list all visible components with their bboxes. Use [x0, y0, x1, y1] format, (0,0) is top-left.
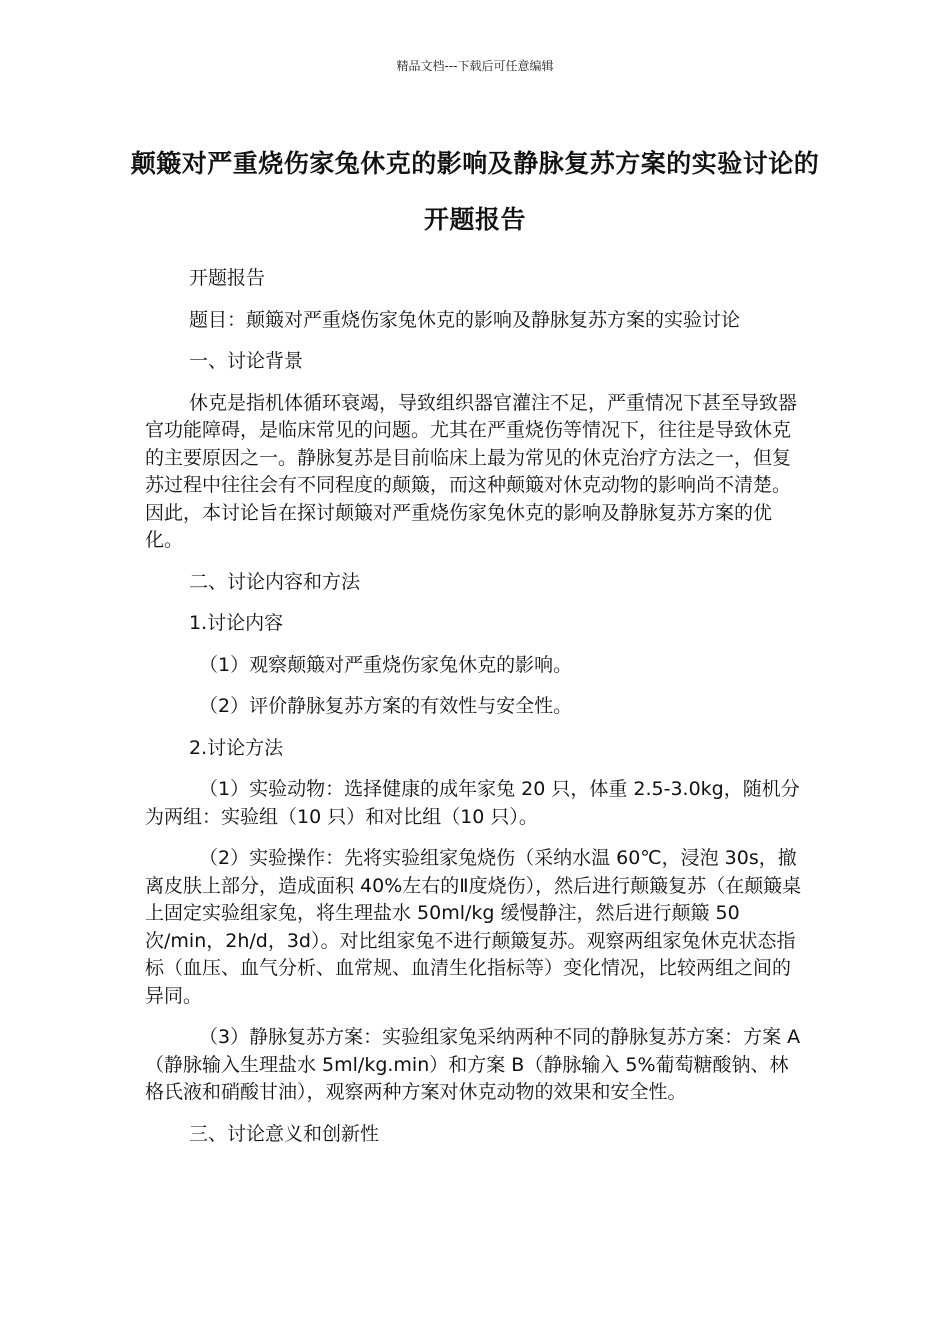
- page-header: 精品文档---下载后可任意编辑: [396, 59, 554, 73]
- subheading-content: 1.讨论内容: [189, 612, 284, 634]
- section-heading-content-methods: 二、讨论内容和方法: [189, 570, 361, 593]
- document-body: [145, 265, 805, 1162]
- method-item-operation: （2）实验操作：先将实验组家兔烧伤（采纳水温 60℃，浸泡 30s，撤离皮肤上部分，造成面积 40%左右的Ⅱ度烧伤），然后进行颠簸复苏（在颠簸桌上固定实验组家兔，将生理盐水 50ml/kg 缓慢静注，然后进行颠簸 50 次/min，2h/d，3d）。对比组家兔不进行颠簸复苏。观察两组家兔休克状态指标（血压、血气分析、血常规、血清生化指标等）变化情况，比较两组之间的异同。: [145, 847, 802, 1007]
- background-paragraph: 休克是指机体循环衰竭，导致组织器官灌注不足，严重情况下甚至导致器官功能障碍，是临床常见的问题。尤其在严重烧伤等情况下，往往是导致休克的主要原因之一。静脉复苏是目前临床上最为常见的休克治疗方法之一，但复苏过程中往往会有不同程度的颠簸，而这种颠簸对休克动物的影响尚不清楚。因此，本讨论旨在探讨颠簸对严重烧伤家兔休克的影响及静脉复苏方案的优化。: [145, 391, 798, 551]
- subheading-methods: 2.讨论方法: [189, 736, 284, 759]
- report-label: 开题报告: [189, 267, 266, 289]
- method-item-resuscitation: （3）静脉复苏方案：实验组家兔采纳两种不同的静脉复苏方案：方案 A（静脉输入生理盐水 5ml/kg.min）和方案 B（静脉输入 5%葡萄糖酸钠、林格氏液和硝酸甘油），观察两种方案对休克动物的效果和安全性。: [145, 1026, 801, 1103]
- method-item-animals: （1）实验动物：选择健康的成年家兔 20 只，体重 2.5-3.0kg，随机分为两组：实验组（10 只）和对比组（10 只）。: [145, 778, 800, 828]
- section-heading-significance: 三、讨论意义和创新性: [189, 1122, 380, 1145]
- content-item-2: （2）评价静脉复苏方案的有效性与安全性。: [199, 695, 573, 717]
- topic-line: 题目：颠簸对严重烧伤家兔休克的影响及静脉复苏方案的实验讨论: [189, 308, 741, 331]
- content-item-1: （1）观察颠簸对严重烧伤家兔休克的影响。: [199, 653, 573, 676]
- section-heading-background: 一、讨论背景: [189, 350, 304, 372]
- document-title: 颠簸对严重烧伤家兔休克的影响及静脉复苏方案的实验讨论的开题报告: [130, 149, 820, 234]
